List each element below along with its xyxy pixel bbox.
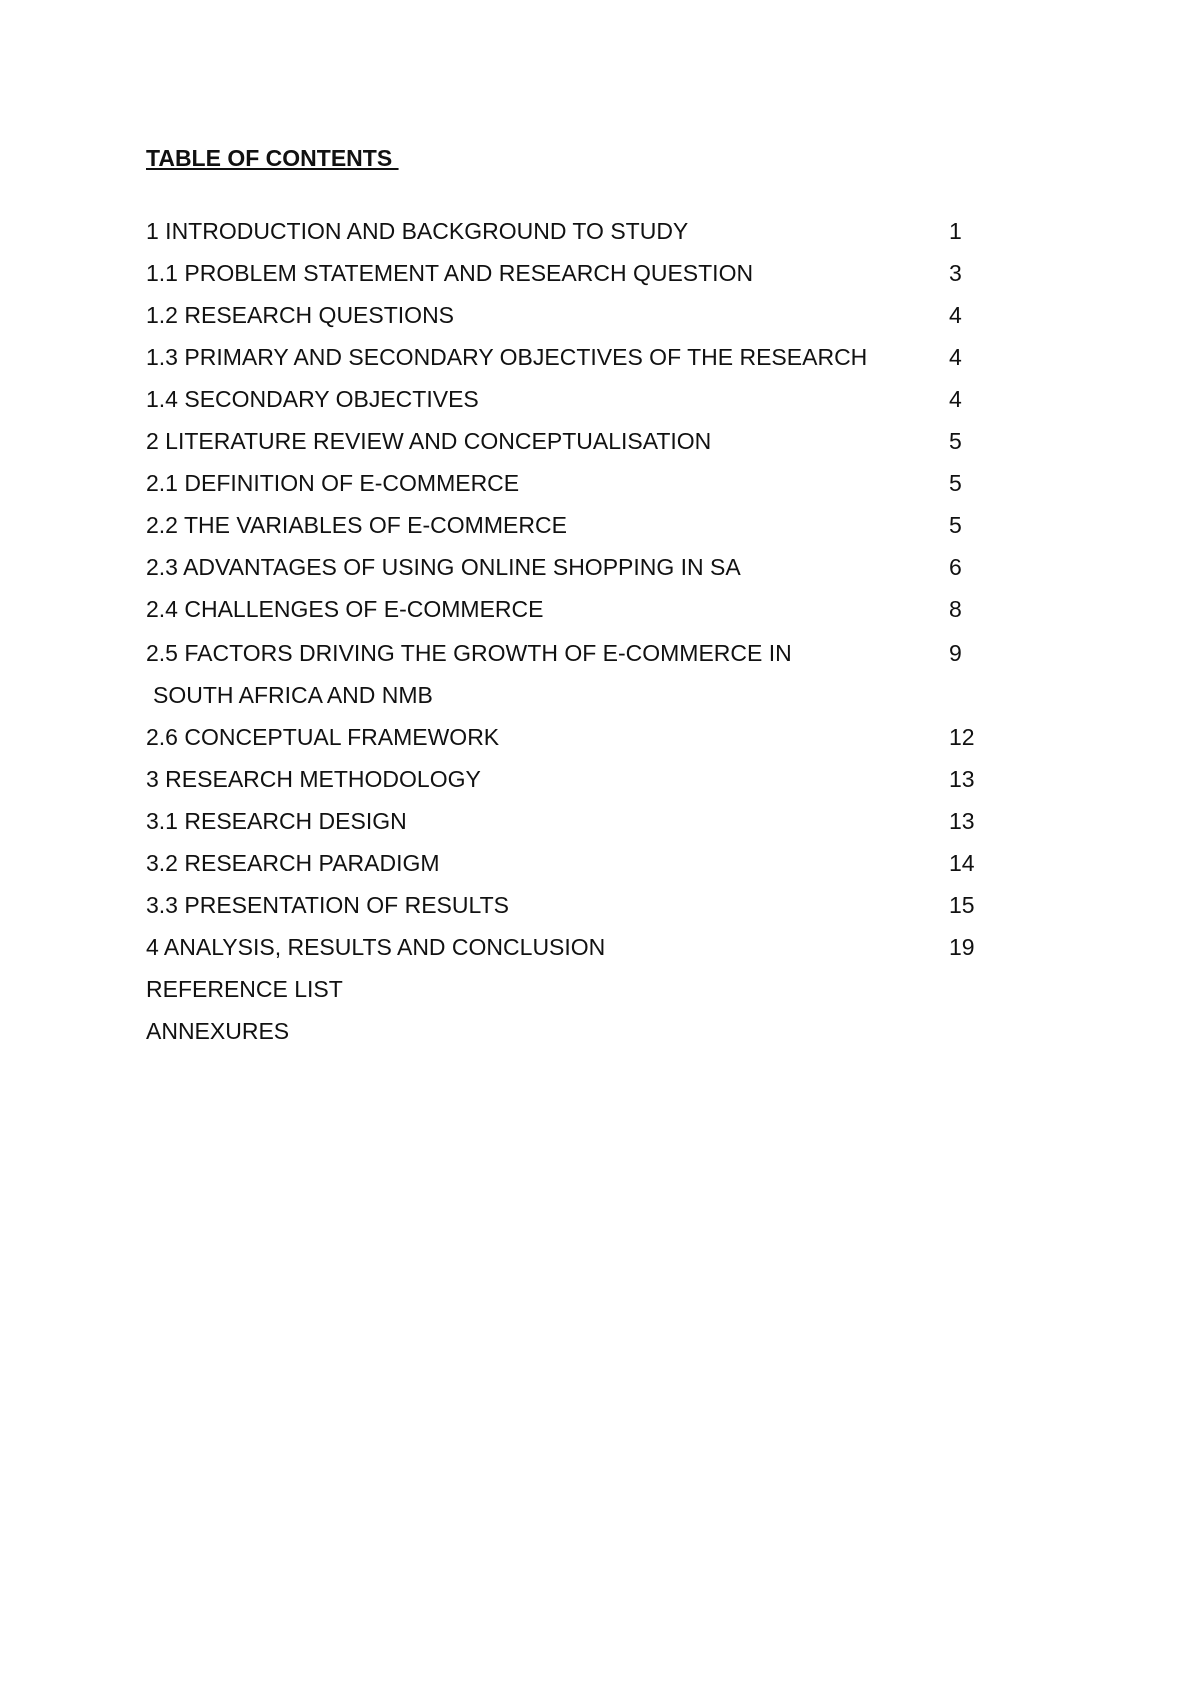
toc-entry-page: 5 <box>949 512 962 538</box>
toc-entry-title: 2 LITERATURE REVIEW AND CONCEPTUALISATION <box>146 428 712 454</box>
toc-entry <box>146 847 976 889</box>
toc-entry-title: 2.3 ADVANTAGES OF USING ONLINE SHOPPING IN SA <box>146 554 741 580</box>
toc-entry-page: 6 <box>949 554 962 580</box>
toc-entry-page: 5 <box>949 428 962 454</box>
toc-entry-title: 2.5 FACTORS DRIVING THE GROWTH OF E-COMMERCE IN <box>146 640 792 666</box>
toc-entry-page: 12 <box>949 724 975 750</box>
toc-entry <box>146 551 976 593</box>
toc-entry-title: 3.1 RESEARCH DESIGN <box>146 808 407 834</box>
toc-entry-title: SOUTH AFRICA AND NMB <box>153 682 433 708</box>
toc-entry-title: 1 INTRODUCTION AND BACKGROUND TO STUDY <box>146 218 689 244</box>
toc-entry <box>146 763 976 805</box>
toc-entry-title: ANNEXURES <box>146 1018 290 1044</box>
toc-entry-page: 8 <box>949 596 962 622</box>
toc-entry <box>146 931 976 973</box>
toc-entry-page: 9 <box>949 640 962 666</box>
toc-entry-page: 13 <box>949 766 975 792</box>
toc-entry <box>146 509 976 551</box>
toc-entry <box>146 593 976 637</box>
toc-entry <box>146 215 976 257</box>
toc-entry-page: 5 <box>949 470 962 496</box>
toc-entry-title: 3 RESEARCH METHODOLOGY <box>146 766 481 792</box>
toc-entry-page: 19 <box>949 934 975 960</box>
toc-entry <box>146 383 976 425</box>
toc-entry-page: 15 <box>949 892 975 918</box>
toc-entry <box>146 341 976 383</box>
toc-heading: TABLE OF CONTENTS <box>146 145 399 171</box>
toc-entry <box>146 637 976 679</box>
toc-entry-title: 1.1 PROBLEM STATEMENT AND RESEARCH QUESTION <box>146 260 754 286</box>
toc-entry-title: 1.4 SECONDARY OBJECTIVES <box>146 386 479 412</box>
toc-entry-page: 14 <box>949 850 975 876</box>
toc-entry <box>146 973 976 1015</box>
toc-entry-page: 4 <box>949 386 962 412</box>
toc-entry-title: 4 ANALYSIS, RESULTS AND CONCLUSION <box>146 934 606 960</box>
toc-entry-title: 2.4 CHALLENGES OF E-COMMERCE <box>146 596 544 622</box>
toc-entry <box>146 299 976 341</box>
toc-entry <box>146 889 976 931</box>
toc-entry-page: 4 <box>949 302 962 328</box>
toc-entry-title: 3.2 RESEARCH PARADIGM <box>146 850 440 876</box>
toc-entry-page: 13 <box>949 808 975 834</box>
toc-entry-title: REFERENCE LIST <box>146 976 343 1002</box>
toc-entry-page: 1 <box>949 218 962 244</box>
toc-entry-page: 4 <box>949 344 962 370</box>
toc-entry <box>146 257 976 299</box>
toc-entry <box>146 467 976 509</box>
toc-entry-title: 2.6 CONCEPTUAL FRAMEWORK <box>146 724 500 750</box>
toc-entry-title: 2.1 DEFINITION OF E-COMMERCE <box>146 470 520 496</box>
toc-entry-title: 1.3 PRIMARY AND SECONDARY OBJECTIVES OF THE RESEARCH <box>146 344 868 370</box>
toc-list <box>146 215 976 1057</box>
toc-entry-continuation <box>146 679 976 721</box>
toc-entry <box>146 425 976 467</box>
toc-entry-page: 3 <box>949 260 962 286</box>
toc-entry-title: 2.2 THE VARIABLES OF E-COMMERCE <box>146 512 567 538</box>
toc-entry-title: 1.2 RESEARCH QUESTIONS <box>146 302 455 328</box>
toc-entry-title: 3.3 PRESENTATION OF RESULTS <box>146 892 509 918</box>
toc-entry <box>146 721 976 763</box>
toc-entry <box>146 805 976 847</box>
toc-entry <box>146 1015 976 1057</box>
